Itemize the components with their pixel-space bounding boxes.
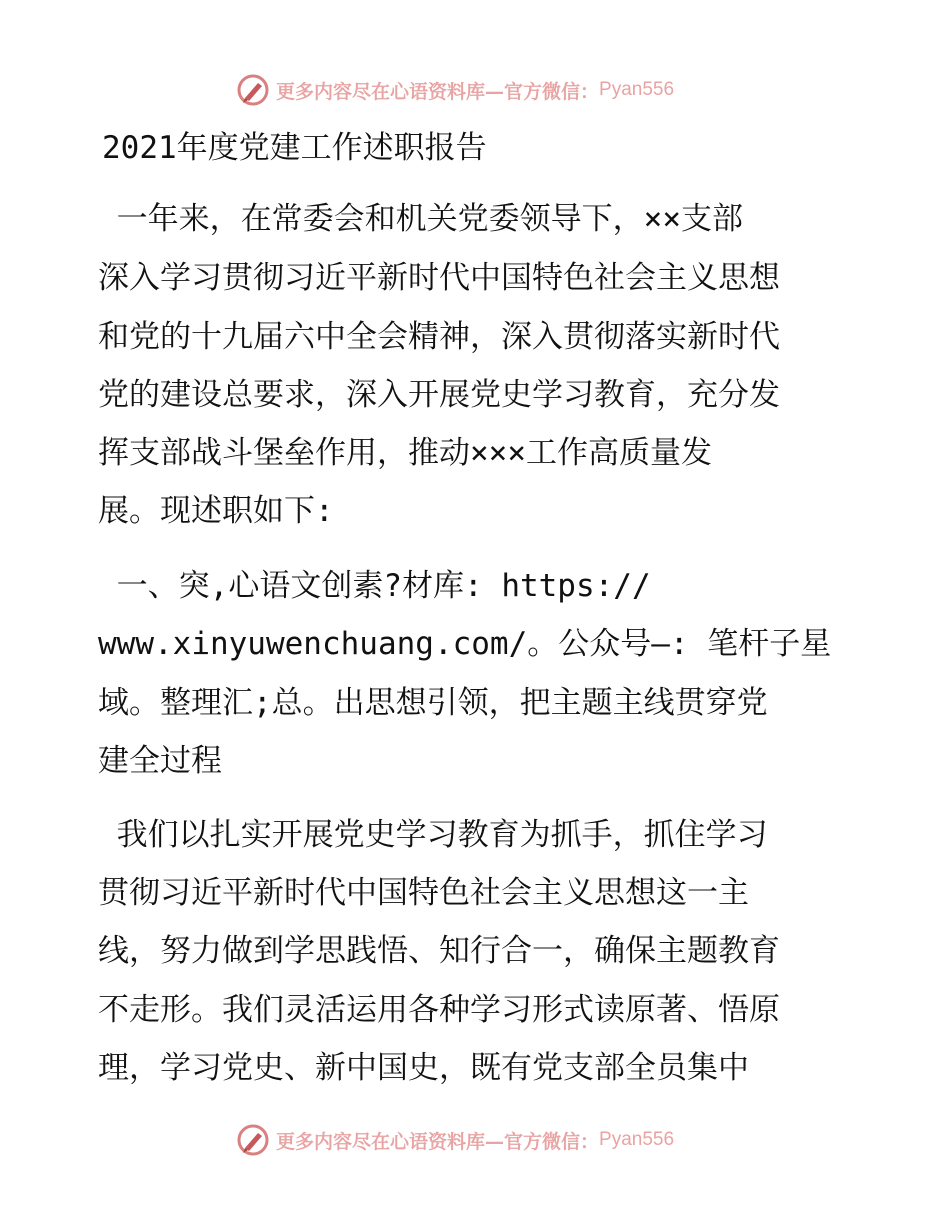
paragraph-line: 一年来，在常委会和机关党委领导下，××支部 bbox=[98, 201, 743, 237]
paragraph-line: 展。现述职如下: bbox=[98, 493, 334, 529]
footer-watermark bbox=[236, 1122, 836, 1158]
section-heading-line: www.xinyuwenchuang.com/。公众号—: 笔杆子星 bbox=[98, 626, 832, 662]
watermark-text: 更多内容尽在心语资料库—官方微信： bbox=[276, 1130, 600, 1153]
paragraph-line: 深入学习贯彻习近平新时代中国特色社会主义思想 bbox=[98, 260, 780, 296]
paragraph-line: 贯彻习近平新时代中国特色社会主义思想这一主 bbox=[98, 875, 749, 911]
paragraph-line: 党的建设总要求，深入开展党史学习教育，充分发 bbox=[98, 377, 780, 413]
document-title: 2021年度党建工作述职报告 bbox=[102, 130, 487, 166]
watermark-wechat-id: Pyan556 bbox=[599, 79, 675, 100]
pen-logo-icon bbox=[236, 1123, 270, 1157]
paragraph-line: 理，学习党史、新中国史，既有党支部全员集中 bbox=[98, 1050, 749, 1086]
paragraph-line: 我们以扎实开展党史学习教育为抓手，抓住学习 bbox=[98, 817, 768, 853]
paragraph-line: 线，努力做到学思践悟、知行合一，确保主题教育 bbox=[98, 933, 780, 969]
paragraph-line: 和党的十九届六中全会精神，深入贯彻落实新时代 bbox=[98, 319, 780, 355]
watermark-text: 更多内容尽在心语资料库—官方微信： bbox=[276, 80, 600, 103]
header-watermark bbox=[236, 72, 836, 108]
paragraph-line: 不走形。我们灵活运用各种学习形式读原著、悟原 bbox=[98, 992, 780, 1028]
pen-logo-icon bbox=[236, 73, 270, 107]
section-heading-line: 一、突,心语文创素?材库: https:// bbox=[98, 568, 651, 604]
watermark-wechat-id: Pyan556 bbox=[599, 1129, 675, 1150]
section-heading-line: 域。整理汇;总。出思想引领，把主题主线贯穿党 bbox=[98, 685, 768, 721]
paragraph-line: 挥支部战斗堡垒作用，推动×××工作高质量发 bbox=[98, 435, 712, 471]
section-heading-line: 建全过程 bbox=[98, 743, 222, 779]
